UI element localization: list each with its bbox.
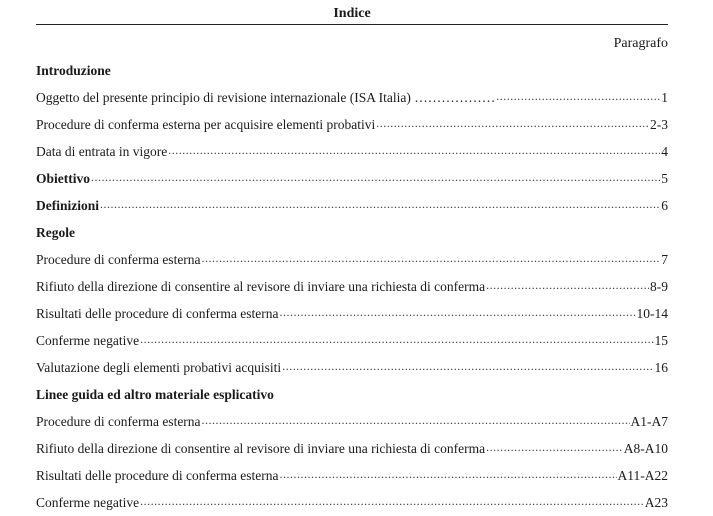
dot-leader: [202, 253, 661, 267]
entry-label: Rifiuto della direzione di consentire al revisore di inviare una richiesta di conferma: [36, 278, 486, 294]
paragraph-number: A1-A7: [630, 413, 668, 429]
paragraph-number: 10-14: [636, 305, 668, 321]
title-rule: [36, 24, 668, 25]
toc-entry: [36, 138, 668, 165]
entry-label: Risultati delle procedure di conferma esterna: [36, 305, 279, 321]
toc-entry: [36, 462, 668, 489]
paragraph-number: 6: [661, 197, 668, 213]
document-page: [36, 0, 668, 516]
paragraph-number: A23: [644, 494, 668, 510]
table-of-contents: [36, 57, 668, 516]
toc-entry: [36, 192, 668, 219]
section-title: Regole: [36, 224, 75, 240]
dot-leader: [376, 118, 649, 132]
toc-entry: [36, 246, 668, 273]
column-header: Paragrafo: [613, 36, 668, 51]
dot-leader: [140, 496, 644, 510]
section-title: Introduzione: [36, 62, 111, 78]
dot-leader: [91, 172, 660, 186]
entry-label: Conferme negative: [36, 332, 140, 348]
entry-label: Procedure di conferma esterna: [36, 251, 201, 267]
entry-label: Data di entrata in vigore: [36, 143, 168, 159]
toc-entry: [36, 354, 668, 381]
toc-entry: [36, 300, 668, 327]
dot-leader: [486, 442, 623, 456]
toc-entry: [36, 165, 668, 192]
dot-leader: [496, 91, 660, 105]
paragraph-number: 7: [661, 251, 668, 267]
paragraph-number: 2-3: [650, 116, 668, 132]
toc-section-heading: [36, 381, 668, 408]
entry-label: Procedure di conferma esterna per acquisire elementi probativi: [36, 116, 376, 132]
paragraph-number: 16: [654, 359, 668, 375]
entry-label: Procedure di conferma esterna: [36, 413, 201, 429]
paragraph-number: 1: [661, 89, 668, 105]
toc-entry: [36, 84, 668, 111]
paragraph-number: A11-A22: [617, 467, 668, 483]
paragraph-number: A8-A10: [623, 440, 668, 456]
page-title: Indice: [333, 6, 371, 21]
section-title: Linee guida ed altro materiale esplicativo: [36, 386, 274, 402]
dot-leader: [168, 145, 660, 159]
entry-label: Oggetto del presente principio di revisione internazionale (ISA Italia) ………………: [36, 89, 496, 105]
dot-leader: [100, 199, 660, 213]
entry-label: Definizioni: [36, 197, 99, 213]
dot-leader: [280, 307, 636, 321]
paragraph-number: 8-9: [650, 278, 668, 294]
entry-label: Obiettivo: [36, 170, 90, 186]
toc-entry: [36, 489, 668, 516]
entry-label: Valutazione degli elementi probativi acquisiti: [36, 359, 282, 375]
entry-label: Rifiuto della direzione di consentire al revisore di inviare una richiesta di conferma: [36, 440, 486, 456]
toc-entry: [36, 435, 668, 462]
paragraph-number: 15: [654, 332, 668, 348]
paragraph-number: 4: [661, 143, 668, 159]
dot-leader: [282, 361, 653, 375]
entry-label: Conferme negative: [36, 494, 140, 510]
paragraph-number: 5: [661, 170, 668, 186]
toc-entry: [36, 273, 668, 300]
toc-entry: [36, 408, 668, 435]
dot-leader: [280, 469, 617, 483]
toc-section-heading: [36, 57, 668, 84]
toc-section-heading: [36, 219, 668, 246]
dot-leader: [202, 415, 630, 429]
toc-entry: [36, 111, 668, 138]
dot-leader: [140, 334, 653, 348]
dot-leader: [486, 280, 649, 294]
toc-entry: [36, 327, 668, 354]
entry-label: Risultati delle procedure di conferma esterna: [36, 467, 279, 483]
